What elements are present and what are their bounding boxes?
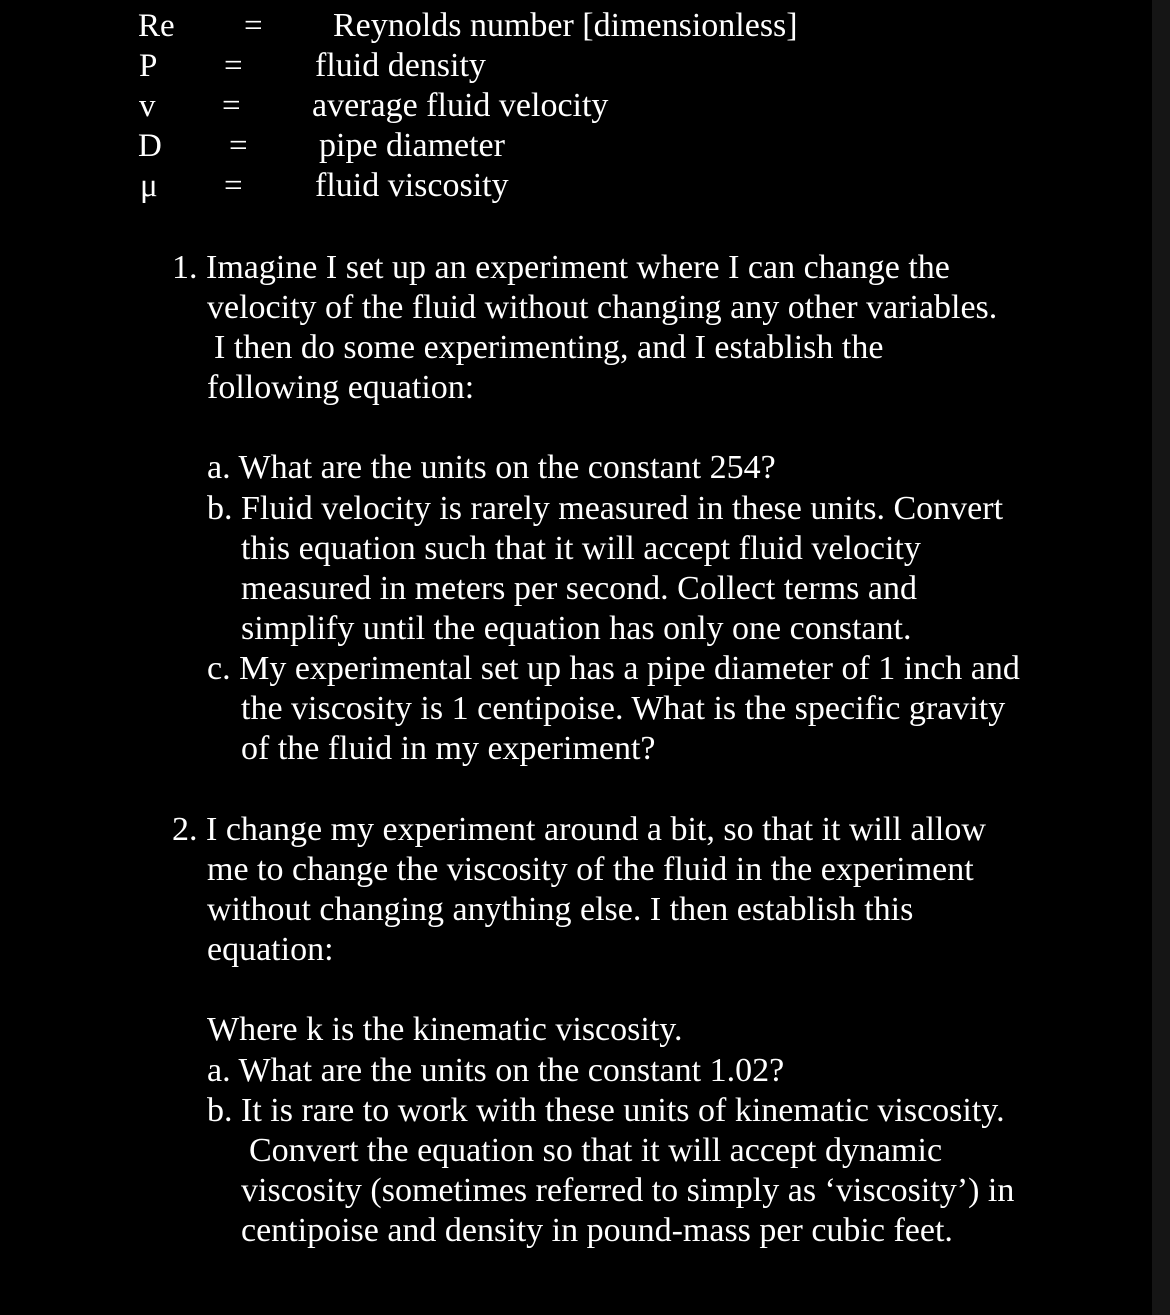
symbol-d: D xyxy=(138,128,162,164)
question-1b-line: this equation such that it will accept fluid velocity xyxy=(241,530,921,567)
question-1-line: following equation: xyxy=(207,369,475,406)
symbol-mu: μ xyxy=(140,168,158,204)
question-1b-line: simplify until the equation has only one constant. xyxy=(241,610,912,647)
equals-sign: = xyxy=(244,8,263,44)
equals-sign: = xyxy=(222,88,241,124)
question-2-line: equation: xyxy=(207,931,334,968)
definition-p: fluid density xyxy=(315,47,486,84)
symbol-p: P xyxy=(139,48,158,84)
question-2-line: without changing anything else. I then establish this xyxy=(207,891,914,928)
definition-d: pipe diameter xyxy=(319,127,505,164)
definition-mu: fluid viscosity xyxy=(315,167,509,204)
definition-v: average fluid velocity xyxy=(312,87,609,124)
question-2b-line: viscosity (sometimes referred to simply as ‘viscosity’) in xyxy=(241,1172,1015,1209)
question-2a: a. What are the units on the constant 1.02? xyxy=(207,1052,785,1089)
question-2b-line: centipoise and density in pound-mass per cubic feet. xyxy=(241,1212,953,1249)
equals-sign: = xyxy=(224,48,243,84)
question-2-line: me to change the viscosity of the fluid in the experiment xyxy=(207,851,974,888)
question-1-line: 1. Imagine I set up an experiment where I can change the xyxy=(172,249,950,286)
question-1a: a. What are the units on the constant 254? xyxy=(207,449,776,486)
kinematic-viscosity-note: Where k is the kinematic viscosity. xyxy=(207,1011,683,1048)
equals-sign: = xyxy=(224,168,243,204)
question-1-line: velocity of the fluid without changing any other variables. xyxy=(207,289,998,326)
scroll-edge xyxy=(1152,0,1170,1315)
definition-re: Reynolds number [dimensionless] xyxy=(333,7,798,44)
question-1b-line: b. Fluid velocity is rarely measured in these units. Convert xyxy=(207,490,1004,527)
question-1-line: I then do some experimenting, and I establish the xyxy=(214,329,884,366)
symbol-v: v xyxy=(139,88,156,124)
equals-sign: = xyxy=(229,128,248,164)
question-2b-line: Convert the equation so that it will accept dynamic xyxy=(249,1132,943,1169)
question-1c-line: c. My experimental set up has a pipe diameter of 1 inch and xyxy=(207,650,1020,687)
question-1c-line: of the fluid in my experiment? xyxy=(241,730,656,767)
question-2-line: 2. I change my experiment around a bit, so that it will allow xyxy=(172,811,986,848)
question-1b-line: measured in meters per second. Collect terms and xyxy=(241,570,917,607)
symbol-re: Re xyxy=(138,8,175,44)
question-1c-line: the viscosity is 1 centipoise. What is the specific gravity xyxy=(241,690,1006,727)
question-2b-line: b. It is rare to work with these units of kinematic viscosity. xyxy=(207,1092,1005,1129)
